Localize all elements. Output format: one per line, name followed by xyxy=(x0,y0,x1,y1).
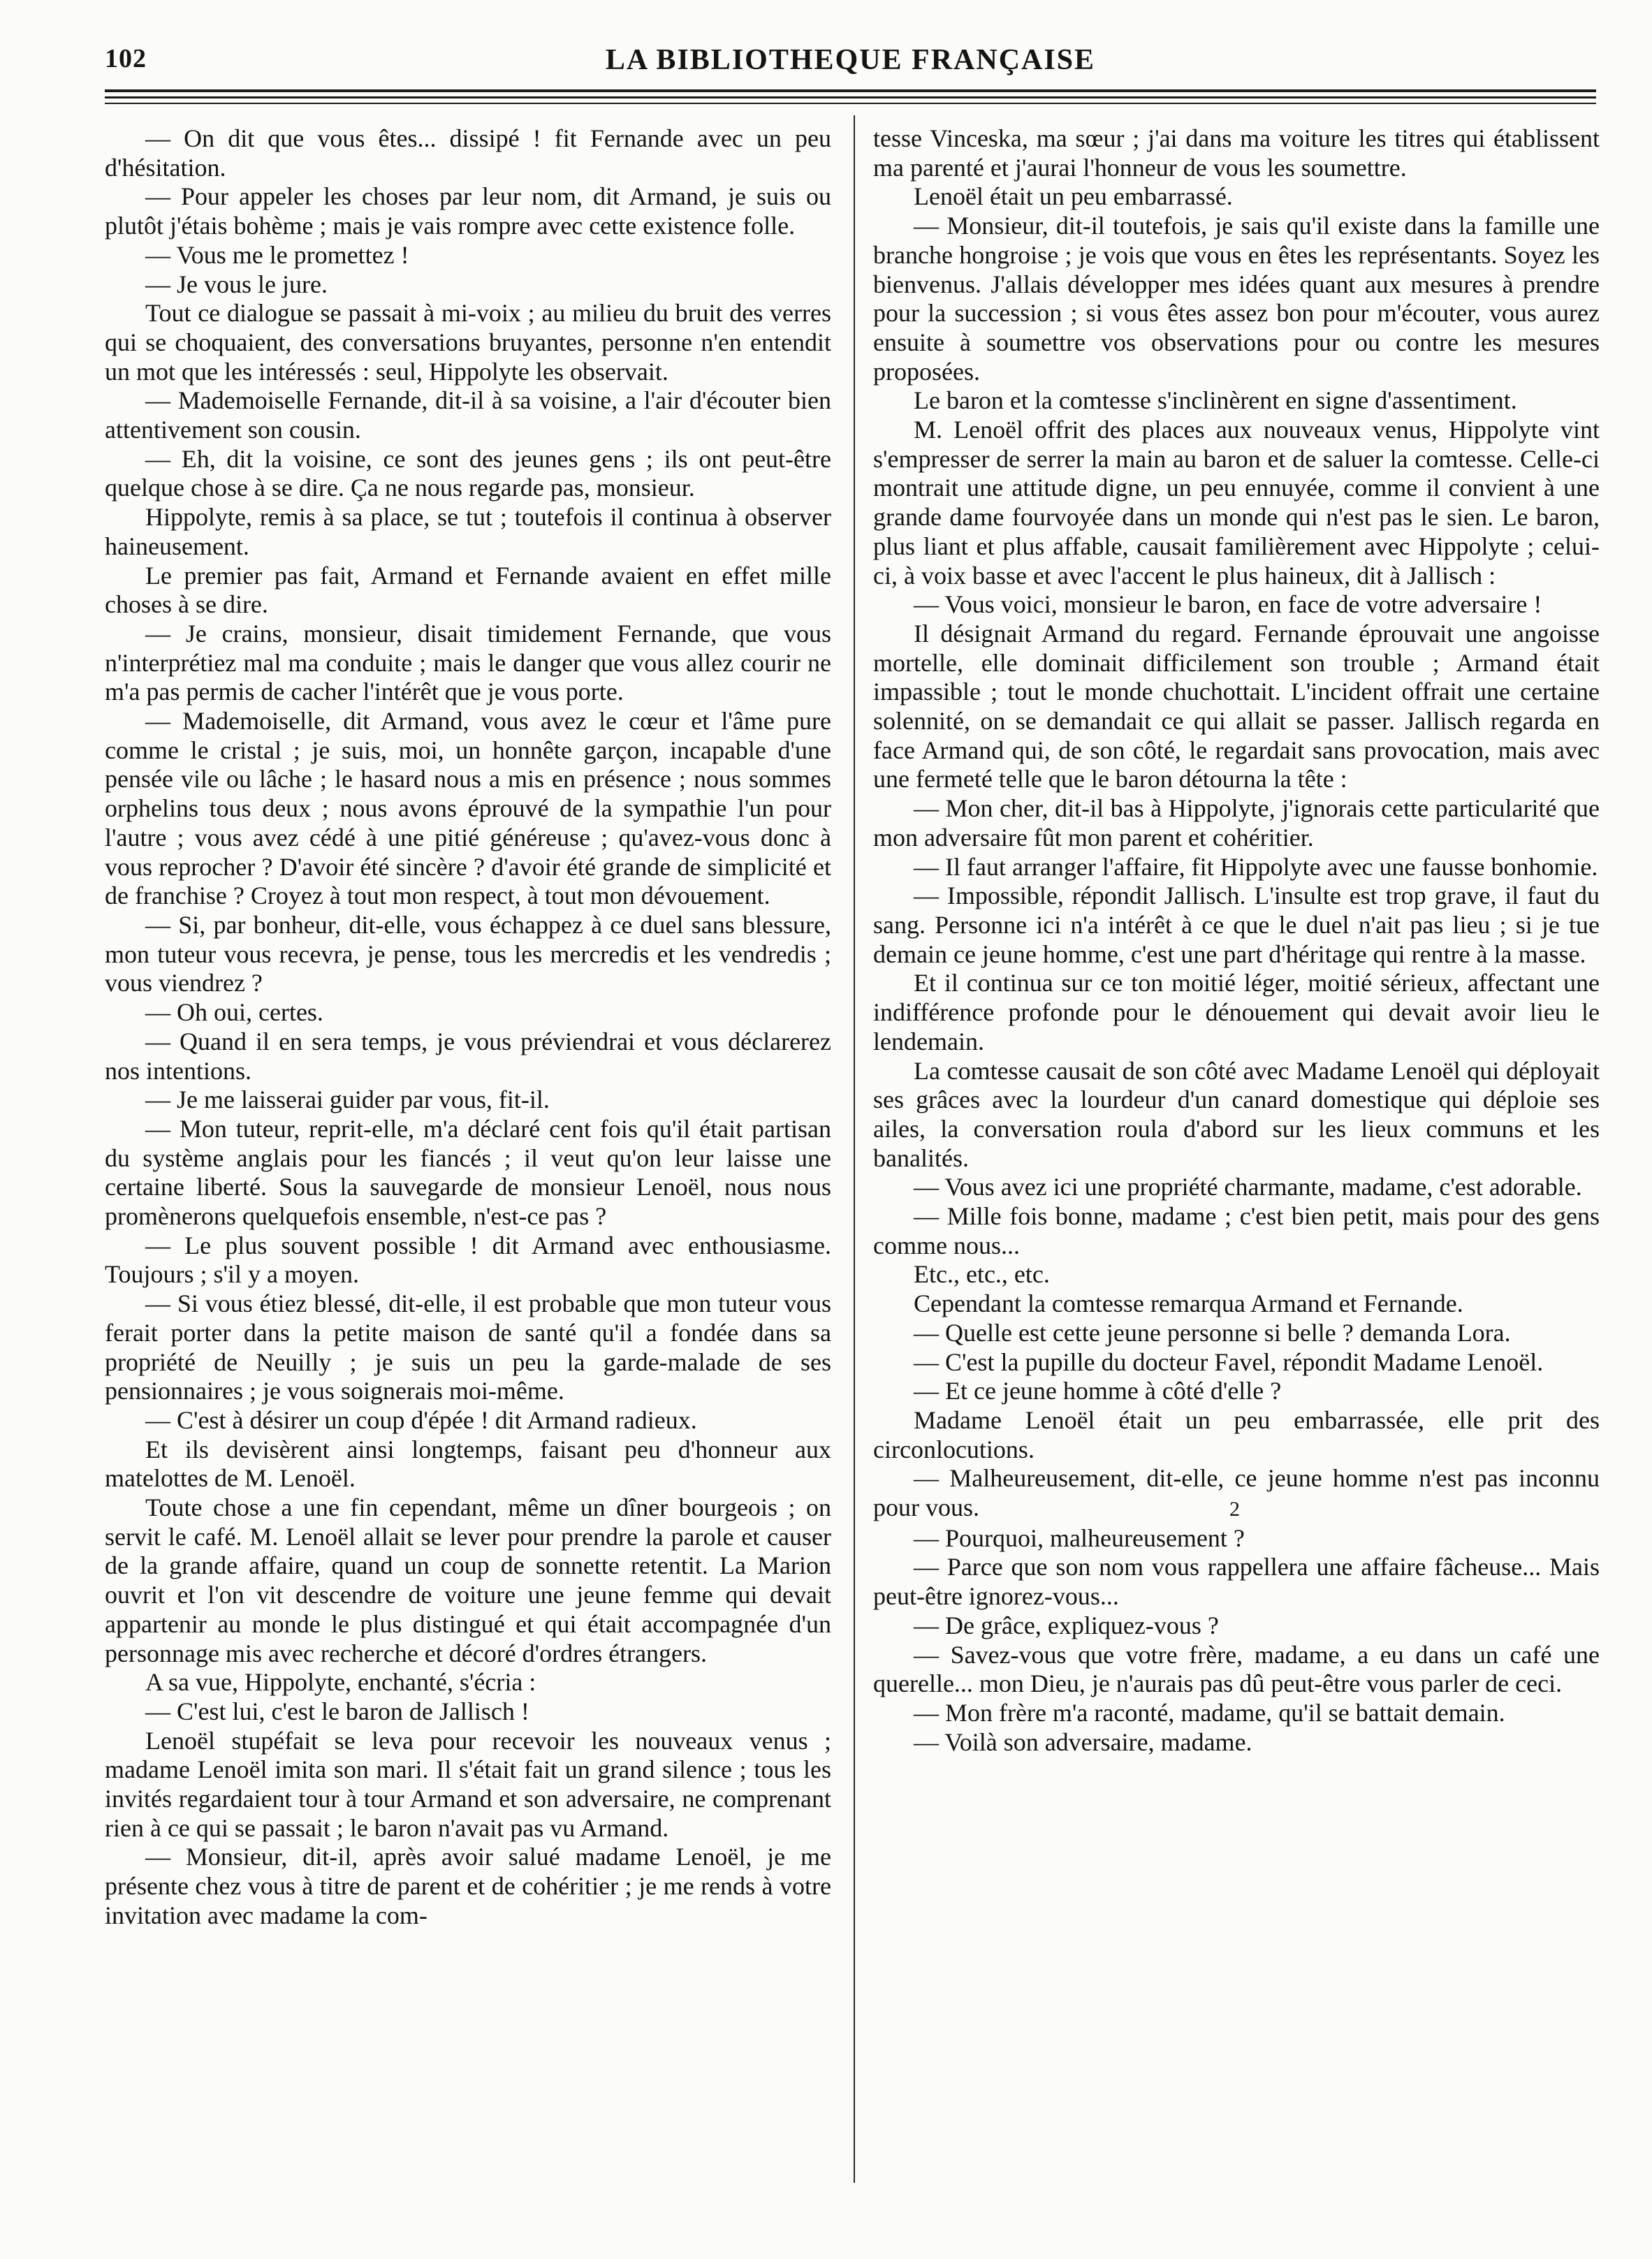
paragraph: Le premier pas fait, Armand et Fernande avaient en effet mille choses à se dire. xyxy=(105,561,831,619)
paragraph: — Et ce jeune homme à côté d'elle ? xyxy=(914,1377,1282,1405)
paragraph: — Mon frère m'a raconté, madame, qu'il se battait demain. xyxy=(914,1698,1505,1727)
paragraph: — De grâce, expliquez-vous ? xyxy=(914,1611,1219,1639)
paragraph-with-mark xyxy=(873,1464,1600,1523)
paragraph: — C'est à désirer un coup d'épée ! dit Armand radieux. xyxy=(145,1405,697,1434)
paragraph: — On dit que vous êtes... dissipé ! fit Fernande avec un peu d'hésitation. xyxy=(105,124,831,182)
paragraph: M. Lenoël offrit des places aux nouveaux venus, Hippolyte vint s'empresser de serrer la main au baron et de saluer la comtesse. Celle-ci montrait une attitude digne, un peu ennuyée, comme il convient à une grande dame fourvoyée dans un monde qui n'est pas le sien. Le baron, plus liant et plus affable, causait familièrement avec Hippolyte ; celui-ci, à voix basse et avec l'accent le plus haineux, dit à Jallisch : xyxy=(873,416,1600,590)
paragraph: — Si vous étiez blessé, dit-elle, il est probable que mon tuteur vous ferait porter dans la petite maison de santé qu'il a fondée dans sa propriété de Neuilly ; je suis un peu la garde-malade de ses pensionnaires ; je vous soignerais moi-même. xyxy=(105,1289,831,1405)
paragraph: — Pourquoi, malheureusement ? xyxy=(914,1523,1245,1552)
paragraph: Madame Lenoël était un peu embarrassée, elle prit des circonlocutions. xyxy=(873,1405,1600,1463)
paragraph: — Mon cher, dit-il bas à Hippolyte, j'ignorais cette particularité que mon adversaire fût mon parent et cohéritier. xyxy=(873,794,1600,851)
page-header xyxy=(105,43,1596,85)
paragraph: — Impossible, répondit Jallisch. L'insulte est trop grave, il faut du sang. Personne ici n'a intérêt à ce que le duel n'ait pas lieu ; si je tue demain ce jeune homme, c'est une part d'héritage qui rentre à la masse. xyxy=(873,882,1600,968)
paragraph: — Quelle est cette jeune personne si belle ? demanda Lora. xyxy=(914,1318,1511,1347)
paragraph: — C'est la pupille du docteur Favel, répondit Madame Lenoël. xyxy=(914,1347,1544,1376)
paragraph: — Monsieur, dit-il, après avoir salué madame Lenoël, je me présente chez vous à titre de parent et de cohéritier ; je me rends à votre invitation avec madame la com- xyxy=(105,1843,831,1929)
column-divider xyxy=(854,115,855,2183)
header-rule xyxy=(105,103,1596,104)
paragraph: — Vous voici, monsieur le baron, en face de votre adversaire ! xyxy=(914,590,1542,619)
page-number: 102 xyxy=(105,44,147,73)
paragraph: Toute chose a une fin cependant, même un dîner bourgeois ; on servit le café. M. Lenoël allait se lever pour prendre la parole et causer de la grande affaire, quand un coup de sonnette retentit. La Marion ouvrit et l'on vit descendre de voiture une jeune femme qui devait appartenir au monde le plus distingué et qui était accompagnée d'un personnage mis avec recherche et décoré d'ordres étrangers. xyxy=(105,1493,831,1667)
paragraph: — Vous me le promettez ! xyxy=(145,240,409,269)
left-text-column xyxy=(105,124,831,2220)
paragraph: Lenoël était un peu embarrassé. xyxy=(914,182,1233,211)
paragraph: — Je crains, monsieur, disait timidement Fernande, que vous n'interprétiez mal ma conduite ; mais le danger que vous allez courir ne m'a pas permis de cacher l'intérêt que je vous porte. xyxy=(105,619,831,706)
paragraph: — Mademoiselle, dit Armand, vous avez le cœur et l'âme pure comme le cristal ; je suis, moi, un honnête garçon, incapable d'une pensée vile ou lâche ; le hasard nous a mis en présence ; nous sommes orphelins tous deux ; nous avons éprouvé de la sympathie l'un pour l'autre ; vous avez cédé à une pitié généreuse ; qu'avez-vous donc à vous reprocher ? D'avoir été sincère ? d'avoir été grande de simplicité et de franchise ? Croyez à tout mon respect, à tout mon dévouement. xyxy=(105,707,831,910)
paragraph: — Mon tuteur, reprit-elle, m'a déclaré cent fois qu'il était partisan du système anglais pour les fiancés ; il veut qu'on leur laisse une certaine liberté. Sous la sauvegarde de monsieur Lenoël, nous nous promènerons quelquefois ensemble, n'est-ce pas ? xyxy=(105,1114,831,1231)
right-text-column xyxy=(873,124,1600,2220)
paragraph: — Eh, dit la voisine, ce sont des jeunes gens ; ils ont peut-être quelque chose à se dire. Ça ne nous regarde pas, monsieur. xyxy=(105,444,831,502)
header-rule xyxy=(105,89,1596,92)
paragraph: — Quand il en sera temps, je vous préviendrai et vous déclarerez nos intentions. xyxy=(105,1027,831,1085)
paragraph: Cependant la comtesse remarqua Armand et Fernande. xyxy=(914,1289,1463,1318)
paragraph: Tout ce dialogue se passait à mi-voix ; au milieu du bruit des verres qui se choquaient, des conversations bruyantes, personne n'en entendit un mot que les intéressés : seul, Hippolyte les observait. xyxy=(105,299,831,386)
margin-mark: 2 xyxy=(1229,1498,1240,1521)
paragraph: — Je vous le jure. xyxy=(145,270,328,298)
paragraph: A sa vue, Hippolyte, enchanté, s'écria : xyxy=(145,1668,536,1697)
paragraph: Il désignait Armand du regard. Fernande éprouvait une angoisse mortelle, elle dominait difficilement son trouble ; Armand était impassible ; tout le monde chuchottait. L'incident offrait une certaine solennité, on se demandait ce qui allait se passer. Jallisch regarda en face Armand qui, de son côté, le regardait sans provocation, mais avec une fermeté telle que le baron détourna la tête : xyxy=(873,619,1600,794)
journal-title: LA BIBLIOTHEQUE FRANÇAISE xyxy=(605,44,1096,76)
paragraph: — Monsieur, dit-il toutefois, je sais qu'il existe dans la famille une branche hongroise ; je vois que vous en êtes les représentants. Soyez les bienvenus. J'allais développer mes idées quant aux mesures à prendre pour la succession ; si vous êtes assez bon pour m'écouter, vous aurez ensuite à soumettre vos observations pour ou contre les mesures proposées. xyxy=(873,212,1600,386)
paragraph: Le baron et la comtesse s'inclinèrent en signe d'assentiment. xyxy=(914,386,1517,415)
paragraph: — Le plus souvent possible ! dit Armand avec enthousiasme. Toujours ; s'il y a moyen. xyxy=(105,1231,831,1289)
paragraph: — Oh oui, certes. xyxy=(145,998,323,1027)
paragraph: — C'est lui, c'est le baron de Jallisch ! xyxy=(145,1697,529,1725)
paragraph: — Je me laisserai guider par vous, fit-il. xyxy=(145,1085,550,1114)
paragraph: — Pour appeler les choses par leur nom, dit Armand, je suis ou plutôt j'étais bohème ; mais je vais rompre avec cette existence folle. xyxy=(105,182,831,240)
paragraph: Et il continua sur ce ton moitié léger, moitié sérieux, affectant une indifférence profonde pour le dénouement qui devait avoir lieu le lendemain. xyxy=(873,969,1600,1055)
paragraph: — Il faut arranger l'affaire, fit Hippolyte avec une fausse bonhomie. xyxy=(914,852,1598,881)
paragraph: — Voilà son adversaire, madame. xyxy=(914,1727,1252,1756)
paragraph: — Vous avez ici une propriété charmante, madame, c'est adorable. xyxy=(914,1173,1582,1201)
paragraph: — Mademoiselle Fernande, dit-il à sa voisine, a l'air d'écouter bien attentivement son cousin. xyxy=(105,386,831,444)
paragraph: Hippolyte, remis à sa place, se tut ; toutefois il continua à observer haineusement. xyxy=(105,503,831,560)
paragraph: Lenoël stupéfait se leva pour recevoir les nouveaux venus ; madame Lenoël imita son mari. Il s'était fait un grand silence ; tous les invités regardaient tour à tour Armand et son adversaire, ne comprenant rien à ce qui se passait ; le baron n'avait pas vu Armand. xyxy=(105,1726,831,1842)
paragraph: — Mille fois bonne, madame ; c'est bien petit, mais pour des gens comme nous... xyxy=(873,1202,1600,1259)
paragraph-continuation: tesse Vinceska, ma sœur ; j'ai dans ma voiture les titres qui établissent ma parenté et j'aurai l'honneur de vous les soumettre. xyxy=(873,124,1600,182)
paragraph: — Savez-vous que votre frère, madame, a eu dans un café une querelle... mon Dieu, je n'aurais pas dû peut-être vous parler de ceci. xyxy=(873,1640,1600,1698)
paragraph: La comtesse causait de son côté avec Madame Lenoël qui déployait ses grâces avec la lourdeur d'un canard domestique qui déploie ses ailes, la conversation roula d'abord sur les lieux communs et les banalités. xyxy=(873,1056,1600,1172)
paragraph: — Si, par bonheur, dit-elle, vous échappez à ce duel sans blessure, mon tuteur vous recevra, je pense, tous les mercredis et les vendredis ; vous viendrez ? xyxy=(105,910,831,997)
paragraph: Etc., etc., etc. xyxy=(914,1260,1050,1289)
paragraph: Et ils devisèrent ainsi longtemps, faisant peu d'honneur aux matelottes de M. Lenoël. xyxy=(105,1435,831,1493)
header-rule xyxy=(105,96,1596,98)
paragraph-text: — Malheureusement, dit-elle, ce jeune homme n'est pas inconnu pour vous. xyxy=(873,1464,1600,1522)
paragraph: — Parce que son nom vous rappellera une affaire fâcheuse... Mais peut-être ignorez-vous... xyxy=(873,1553,1600,1611)
